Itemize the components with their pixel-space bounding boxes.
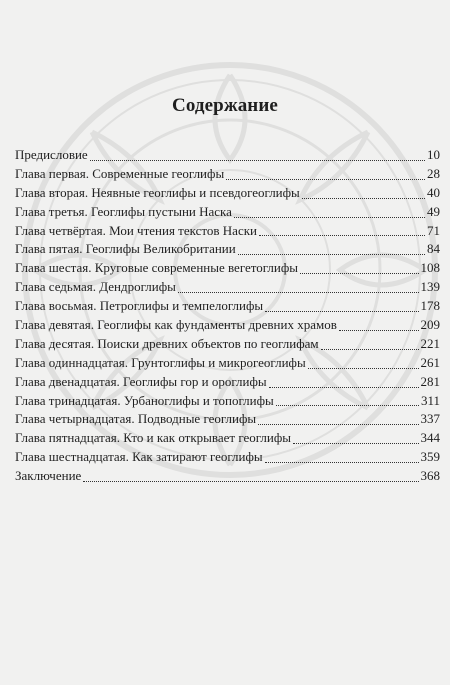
- dot-leader: [269, 386, 419, 388]
- toc-entry-title: Глава первая. Современные геоглифы: [15, 165, 225, 181]
- dot-leader: [178, 291, 419, 293]
- dot-leader: [234, 216, 425, 218]
- toc-entry-title: Глава шестнадцатая. Как затирают геоглифы: [15, 449, 263, 465]
- toc-entry-page: 108: [420, 260, 440, 276]
- dot-leader: [276, 404, 419, 406]
- toc-entry-title: Глава вторая. Неявные геоглифы и псевдогеоглифы: [15, 184, 300, 200]
- dot-leader: [83, 480, 418, 482]
- toc-entry: [15, 146, 440, 165]
- dot-leader: [258, 423, 418, 425]
- toc-entry: [15, 373, 440, 392]
- toc-entry-title: Глава шестая. Круговые современные вегетоглифы: [15, 260, 299, 276]
- toc-entry: [15, 240, 440, 259]
- toc-entry-title: Глава двенадцатая. Геоглифы гор и ороглифы: [15, 373, 267, 389]
- toc-entry-page: 139: [420, 279, 440, 295]
- toc-entry-page: 368: [420, 468, 440, 484]
- dot-leader: [321, 348, 419, 350]
- toc-entry-title: Глава седьмая. Дендроглифы: [15, 279, 176, 295]
- toc-entry: [15, 165, 440, 184]
- toc-entry-page: 49: [427, 203, 440, 219]
- toc-entry-page: 261: [420, 354, 440, 370]
- page-title: Содержание: [172, 95, 278, 116]
- toc-entry-page: 71: [427, 222, 440, 238]
- dot-leader: [226, 178, 425, 180]
- toc-entry-page: 28: [427, 165, 440, 181]
- toc-entry-title: Заключение: [15, 468, 82, 484]
- toc-entry: [15, 335, 440, 354]
- toc-entry-page: 178: [420, 298, 440, 314]
- toc-entry-title: Глава четвёртая. Мои чтения текстов Наски: [15, 222, 257, 238]
- toc-entry-page: 10: [427, 147, 440, 162]
- toc-entry: [15, 203, 440, 222]
- toc-entry: [15, 448, 440, 467]
- toc-entry-page: 311: [420, 392, 440, 408]
- toc-entry-page: 281: [420, 373, 440, 389]
- toc-entry-title: Глава четырнадцатая. Подводные геоглифы: [15, 411, 257, 427]
- dot-leader: [238, 253, 425, 255]
- toc-entry: [15, 222, 440, 241]
- toc-entry-title: Глава третья. Геоглифы пустыни Наска: [15, 203, 232, 219]
- toc-entry: [15, 429, 440, 448]
- toc-entry-page: 84: [427, 241, 440, 257]
- toc-entry-title: Глава девятая. Геоглифы как фундаменты древних храмов: [15, 317, 337, 333]
- dot-leader: [300, 272, 418, 274]
- toc-entry: [15, 392, 440, 411]
- toc-entry: [15, 278, 440, 297]
- toc-entry: [15, 259, 440, 278]
- toc-entry-page: 40: [427, 184, 440, 200]
- toc-entry-page: 209: [420, 317, 440, 333]
- dot-leader: [339, 329, 419, 331]
- dot-leader: [308, 367, 419, 369]
- toc-entry-page: 359: [420, 449, 440, 465]
- toc-entry-title: Предисловие: [15, 147, 88, 162]
- toc-entry: [15, 467, 440, 486]
- toc-entry: [15, 184, 440, 203]
- dot-leader: [302, 197, 425, 199]
- toc-entry-title: Глава восьмая. Петроглифы и темпелоглифы: [15, 298, 264, 314]
- dot-leader: [259, 234, 425, 236]
- toc-entry-title: Глава десятая. Поиски древних объектов по геоглифам: [15, 335, 319, 351]
- dot-leader: [265, 461, 419, 463]
- dot-leader: [293, 442, 418, 444]
- toc-entry-title: Глава пятнадцатая. Кто и как открывает геоглифы: [15, 430, 292, 446]
- toc-entry-title: Глава тринадцатая. Урбаноглифы и топоглифы: [15, 392, 274, 408]
- toc-entry-title: Глава пятая. Геоглифы Великобритании: [15, 241, 236, 257]
- toc-entry: [15, 354, 440, 373]
- dot-leader: [265, 310, 418, 312]
- toc-entry: [15, 410, 440, 429]
- toc-entry-page: 344: [420, 430, 440, 446]
- table-of-contents: [15, 146, 440, 486]
- toc-entry-title: Глава одиннадцатая. Грунтоглифы и микрогеоглифы: [15, 354, 306, 370]
- toc-entry-page: 337: [420, 411, 440, 427]
- toc-entry: [15, 297, 440, 316]
- toc-entry: [15, 316, 440, 335]
- toc-entry-page: 221: [420, 335, 440, 351]
- dot-leader: [90, 159, 425, 161]
